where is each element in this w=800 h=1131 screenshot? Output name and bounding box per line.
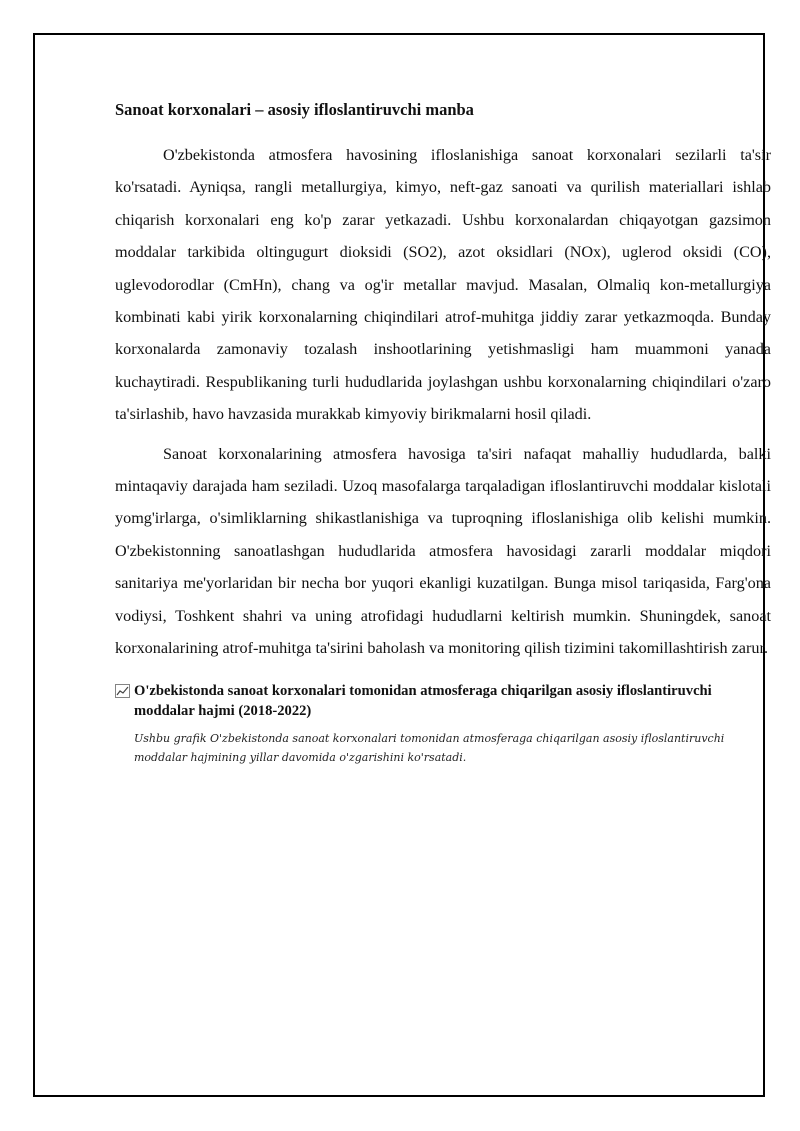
section-title: Sanoat korxonalari – asosiy ifloslantiruvchi manba (115, 100, 474, 119)
chart-increasing-icon (115, 684, 130, 698)
paragraph-1: O'zbekistonda atmosfera havosining ifloslanishiga sanoat korxonalari sezilarli ta'sir ko'rsatadi. Ayniqsa, rangli metallurgiya, kimyo, neft-gaz sanoati va qurilish materiallari ishlab chiqarish korxonalari eng ko'p zarar yetkazadi. Ushbu korxonalardan chiqayotgan gazsimon moddalar tarkibida oltingugurt dioksidi (SO2), azot oksidlari (NOx), uglerod oksidi (CO), uglevodorodlar (CmHn), chang va og'ir metallar mavjud. Masalan, Olmaliq kon-metallurgiya kombinati kabi yirik korxonalarning chiqindilari atrof-muhitga jiddiy zarar yetkazmoqda. Bunday korxonalarda zamonaviy tozalash inshootlarining yetishmasligi ham muammoni yanada kuchaytiradi. Respublikaning turli hududlarida joylashgan ushbu korxonalarning chiqindilari o'zaro ta'sirlashib, havo havzasida murakkab kimyoviy birikmalarni hosil qiladi. (115, 146, 771, 424)
chart-caption-title-text: O'zbekistonda sanoat korxonalari tomonidan atmosferaga chiqarilgan asosiy ifloslantiruvchi moddalar hajmi (2018-2022) (134, 682, 712, 719)
document-content (115, 98, 771, 767)
paragraph-2: Sanoat korxonalarining atmosfera havosiga ta'siri nafaqat mahalliy hududlarda, balki mintaqaviy darajada ham seziladi. Uzoq masofalarga tarqaladigan ifloslantiruvchi moddalar kislotali yomg'irlarga, o'simliklarning shikastlanishiga va tuproqning ifloslanishiga olib kelishi mumkin. O'zbekistonning sanoatlashgan hududlarida atmosfera havosidagi zararli moddalar miqdori sanitariya me'yorlaridan bir necha bor yuqori ekanligi kuzatilgan. Bunga misol tariqasida, Farg'ona vodiysi, Toshkent shahri va uning atrofidagi hududlarni keltirish mumkin. Shuningdek, sanoat korxonalarining atrof-muhitga ta'sirini baholash va monitoring qilish tizimini takomillashtirish zarur. (115, 444, 771, 658)
chart-caption-description: Ushbu grafik O'zbekistonda sanoat korxonalari tomonidan atmosferaga chiqarilgan asosiy ifloslantiruvchi moddalar hajmining yillar davomida o'zgarishini ko'rsatadi. (134, 731, 725, 764)
chart-caption-title (115, 681, 771, 721)
